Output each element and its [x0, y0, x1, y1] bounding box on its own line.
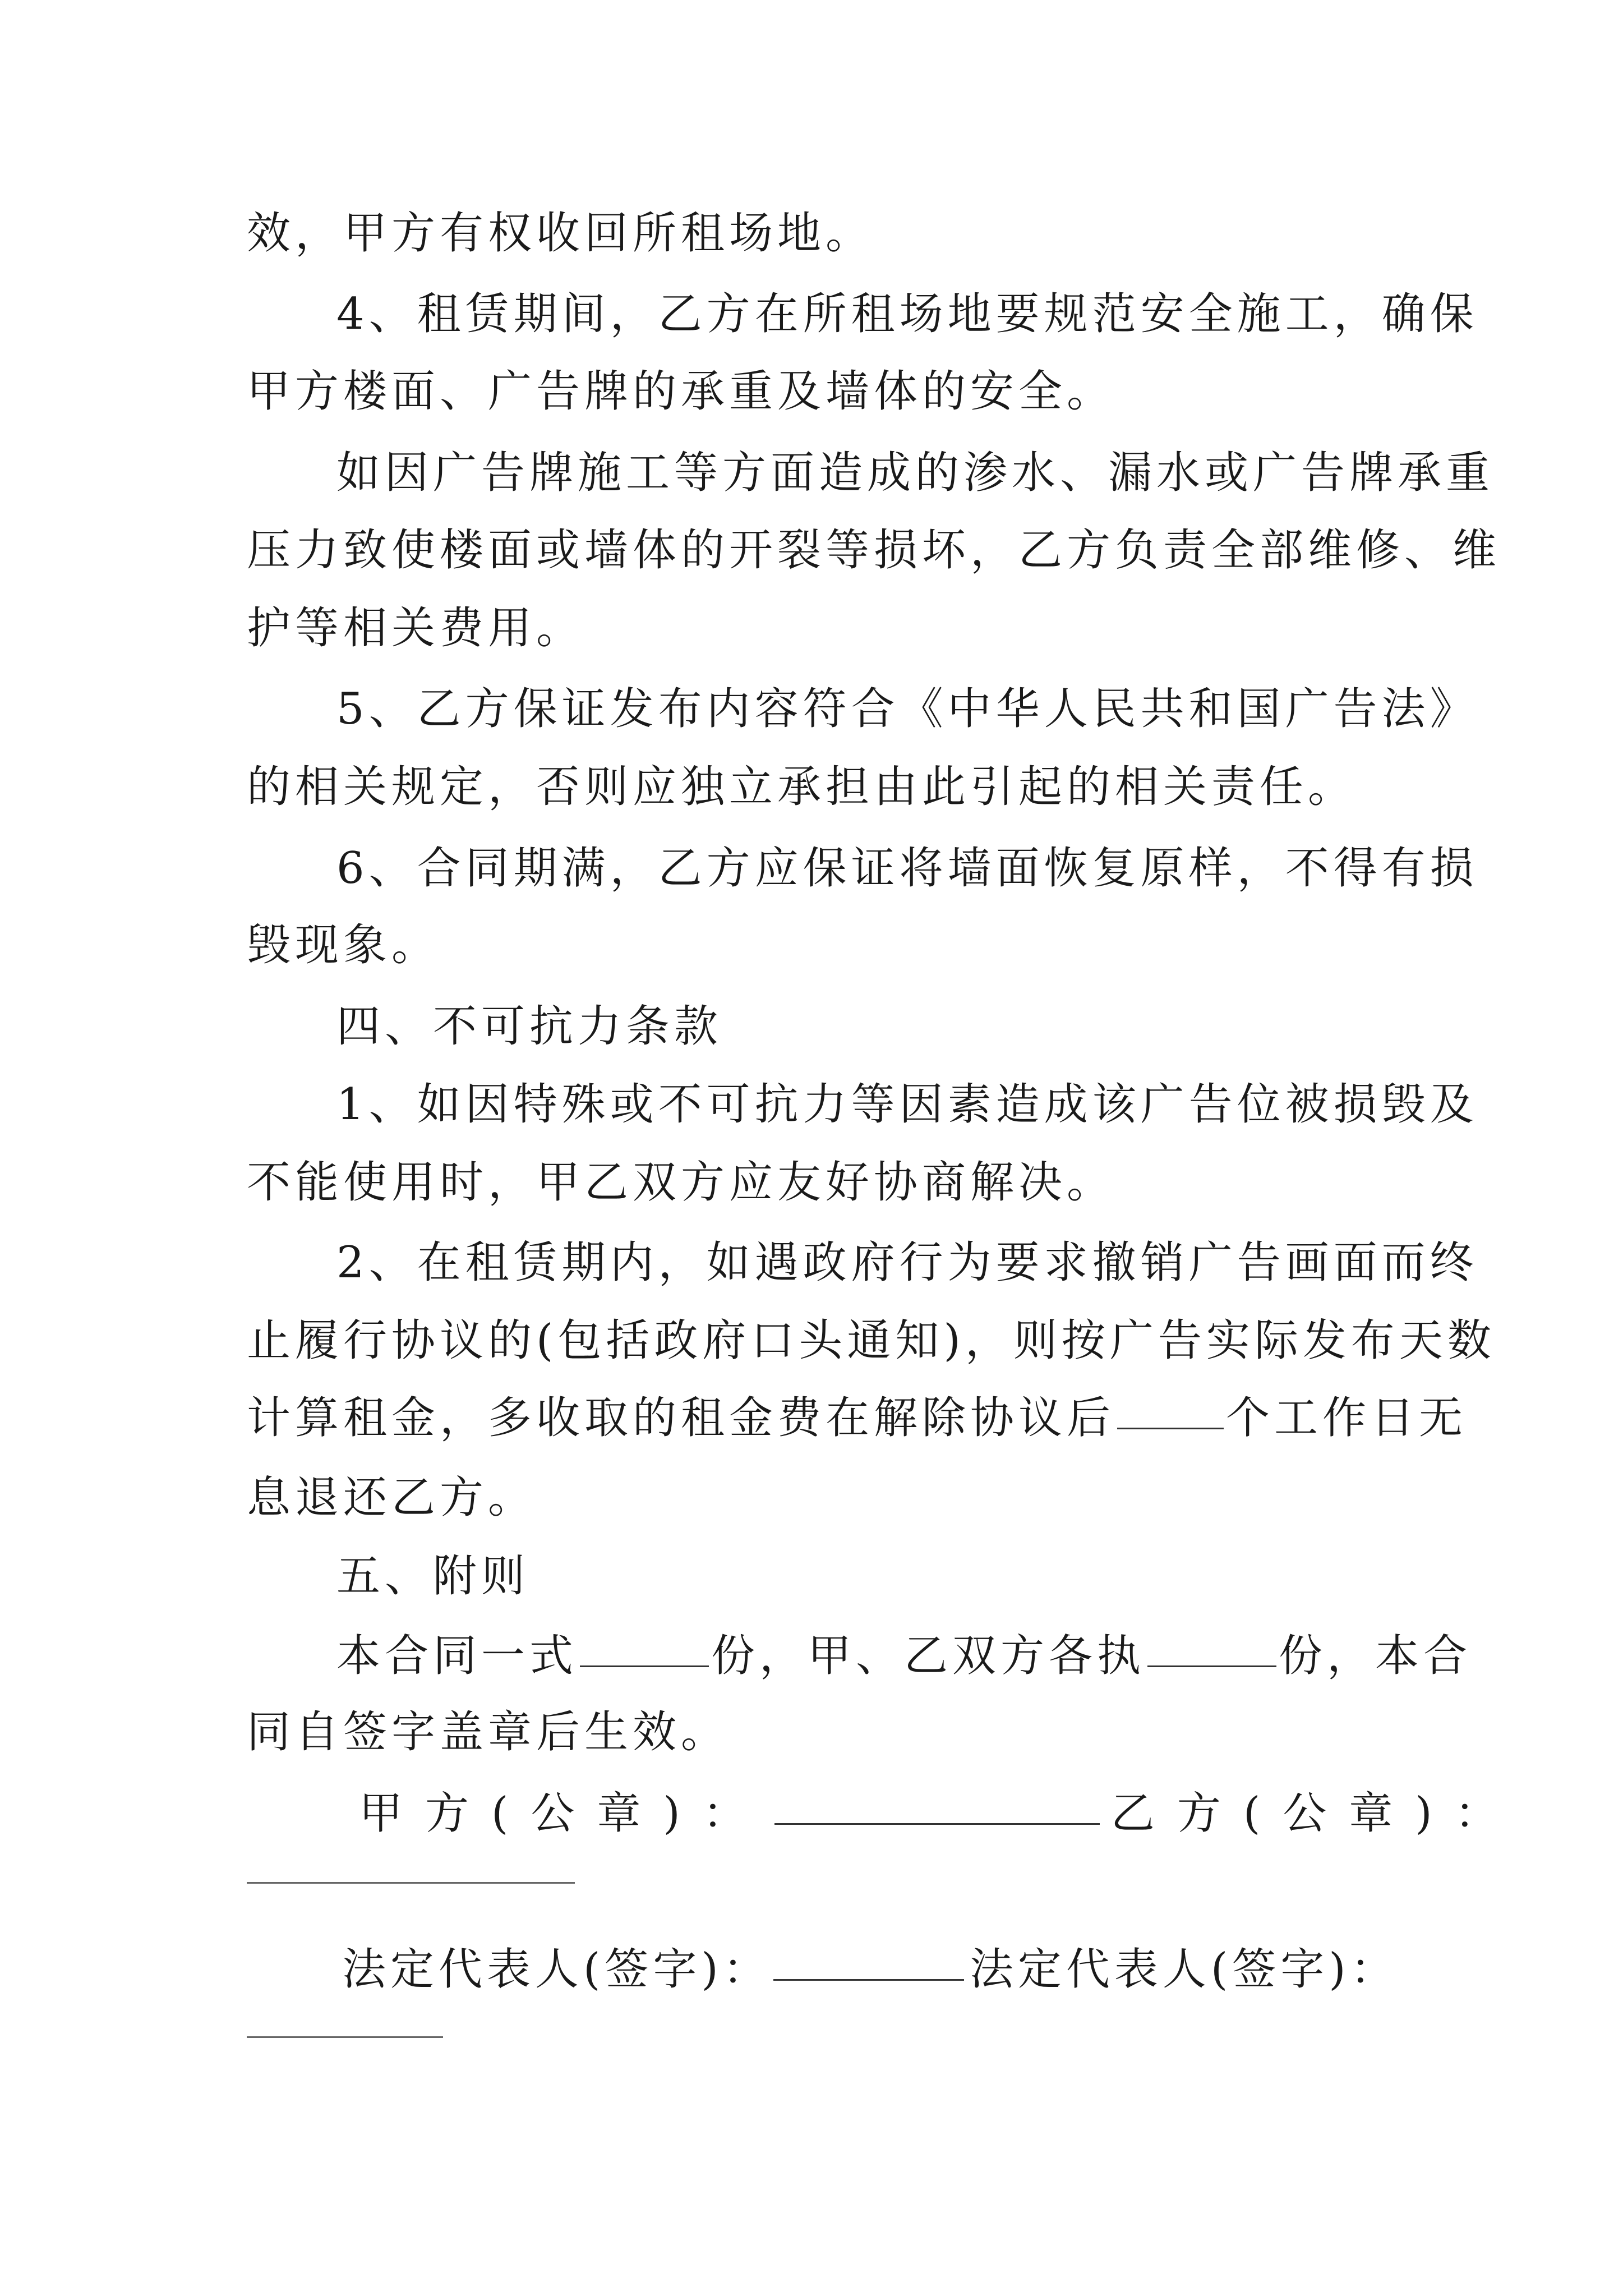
- paragraph-line: 压力致使楼面或墙体的开裂等损坏，乙方负责全部维修、维: [247, 525, 1501, 576]
- text-segment: 计算租金，多收取的租金费在解除协议后: [247, 1393, 1115, 1443]
- paragraph-line: 4、租赁期间，乙方在所租场地要规范安全施工，确保: [336, 289, 1478, 339]
- representative-signature-row: [342, 1943, 1399, 1996]
- paragraph-line: 2、在租赁期内，如遇政府行为要求撤销广告画面而终: [336, 1237, 1478, 1288]
- paragraph-line: 5、乙方保证发布内容符合《中华人民共和国广告法》: [336, 684, 1478, 734]
- paragraph-line: 如因广告牌施工等方面造成的渗水、漏水或广告牌承重: [336, 448, 1495, 498]
- paragraph-line: 同自签字盖章后生效。: [247, 1707, 730, 1757]
- paragraph-line: 的相关规定，否则应独立承担由此引起的相关责任。: [247, 762, 1357, 812]
- text-segment: 份，甲、乙双方各执: [711, 1631, 1146, 1681]
- party-b-seal-label: 乙方(公章)：: [1110, 1788, 1521, 1839]
- party-b-seal-blank: [247, 1882, 575, 1884]
- party-a-seal-blank: [774, 1821, 1100, 1825]
- party-a-rep-blank: [773, 1977, 964, 1981]
- party-a-rep-label: 法定代表人(签字)：: [342, 1944, 771, 1995]
- party-b-rep-blank: [247, 2036, 443, 2038]
- fill-in-blank: [580, 1663, 709, 1667]
- text-segment: 本合同一式: [336, 1631, 578, 1681]
- paragraph-line: 1、如因特殊或不可抗力等因素造成该广告位被损毁及: [336, 1079, 1478, 1130]
- paragraph-line: 息退还乙方。: [247, 1473, 537, 1523]
- party-b-rep-label: 法定代表人(签字)：: [969, 1944, 1399, 1995]
- text-segment: 个工作日无: [1226, 1393, 1468, 1443]
- party-a-seal-label: 甲方(公章)：: [359, 1788, 769, 1839]
- paragraph-line: 止履行协议的(包括政府口头通知)，则按广告实际发布天数: [247, 1315, 1496, 1366]
- section-heading: 五、附则: [336, 1551, 530, 1602]
- section-heading: 四、不可抗力条款: [336, 1001, 723, 1052]
- paragraph-line: 6、合同期满，乙方应保证将墙面恢复原样，不得有损: [336, 843, 1478, 894]
- fill-in-blank: [1147, 1663, 1276, 1667]
- paragraph-line: 效，甲方有权收回所租场地。: [247, 208, 874, 259]
- paragraph-line: 护等相关费用。: [247, 603, 585, 654]
- paragraph-line: 毁现象。: [247, 920, 440, 970]
- paragraph-line: 甲方楼面、广告牌的承重及墙体的安全。: [247, 366, 1115, 417]
- paragraph-line: 不能使用时，甲乙双方应友好协商解决。: [247, 1157, 1115, 1208]
- seal-signature-row: [359, 1787, 1521, 1841]
- fill-in-blank: [1117, 1425, 1224, 1429]
- paragraph-line: [336, 1629, 1472, 1683]
- text-segment: 份，本合: [1279, 1631, 1472, 1681]
- paragraph-line: [247, 1391, 1468, 1445]
